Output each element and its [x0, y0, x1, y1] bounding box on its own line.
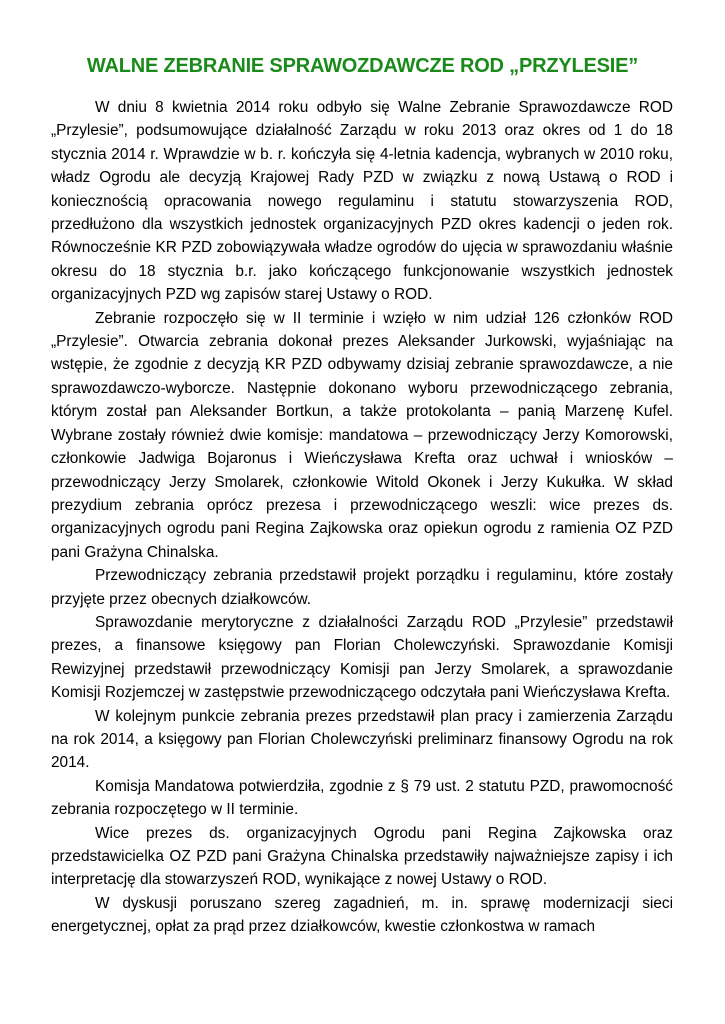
- paragraph-7: Wice prezes ds. organizacyjnych Ogrodu pani Regina Zajkowska oraz przedstawicielka OZ PZD pani Grażyna Chinalska przedstawiły najważniejsze zapisy i ich interpretację dla stowarzyszeń ROD, wynikające z nowej Ustawy o ROD.: [51, 824, 673, 889]
- paragraph-4: Sprawozdanie merytoryczne z działalności Zarządu ROD „Przylesie” przedstawił prezes, a finansowe księgowy pan Florian Cholewczyński. Sprawozdanie Komisji Rewizyjnej przedstawił przewodniczący Komisji pan Jerzy Smolarek, a sprawozdanie Komisji Rozjemczej w zastępstwie przewodniczącego odczytała pani Wieńczysława Krefta.: [51, 613, 673, 702]
- document-body: [51, 96, 673, 939]
- paragraph-8: W dyskusji poruszano szereg zagadnień, m. in. sprawę modernizacji sieci energetycznej, opłat za prąd przez działkowców, kwestie członkostwa w ramach: [51, 894, 673, 936]
- paragraph-5: W kolejnym punkcie zebrania prezes przedstawił plan pracy i zamierzenia Zarządu na rok 2014, a księgowy pan Florian Cholewczyński preliminarz finansowy Ogrodu na rok 2014.: [51, 707, 673, 772]
- paragraph-3: Przewodniczący zebrania przedstawił projekt porządku i regulaminu, które zostały przyjęte przez obecnych działkowców.: [51, 567, 673, 608]
- paragraph-6: Komisja Mandatowa potwierdziła, zgodnie z § 79 ust. 2 statutu PZD, prawomocność zebrania rozpoczętego w II terminie.: [51, 777, 673, 819]
- paragraph-2: Zebranie rozpoczęło się w II terminie i wzięło w nim udział 126 członków ROD „Przylesie”. Otwarcia zebrania dokonał prezes Aleksander Jurkowski, wyjaśniając na wstępie, że zgodnie z decyzją KR PZD odbywamy dzisiaj zebranie sprawozdawcze, a nie sprawozdawczo-wyborcze. Następnie dokonano wyboru przewodniczącego zebrania, którym został pan Aleksander Bortkun, a także protokolanta – panią Marzenę Kufel. Wybrane zostały również dwie komisje: mandatowa – przewodniczący Jerzy Komorowski, członkowie Jadwiga Bojaronus i Wieńczysława Krefta oraz uchwał i wniosków – przewodniczący Jerzy Smolarek, członkowie Witold Okonek i Jerzy Kukułka. W skład prezydium zebrania oprócz prezesa i przewodniczącego weszli: wice prezes ds. organizacyjnych ogrodu pani Regina Zajkowska oraz opiekun ogrodu z ramienia OZ PZD pani Grażyna Chinalska.: [51, 309, 673, 561]
- document-title: WALNE ZEBRANIE SPRAWOZDAWCZE ROD „PRZYLESIE”: [86, 55, 639, 77]
- paragraph-1: W dniu 8 kwietnia 2014 roku odbyło się Walne Zebranie Sprawozdawcze ROD „Przylesie”, podsumowujące działalność Zarządu w roku 2013 oraz okres od 1 do 18 stycznia 2014 r. Wprawdzie w b. r. kończyła się 4-letnia kadencja, wybranych w 2010 roku, władz Ogrodu ale decyzją Krajowej Rady PZD w związku z nową Ustawą o ROD i koniecznością opracowania nowego regulaminu i statutu stowarzyszenia ROD, przedłużono dla wszystkich jednostek organizacyjnych PZD okres kadencji o jeden rok. Równocześnie KR PZD zobowiązywała władze ogrodów do ujęcia w sprawozdaniu właśnie okresu do 18 stycznia b.r. jako kończącego funkcjonowanie wszystkich jednostek organizacyjnych PZD wg zapisów starej Ustawy o ROD.: [51, 99, 673, 304]
